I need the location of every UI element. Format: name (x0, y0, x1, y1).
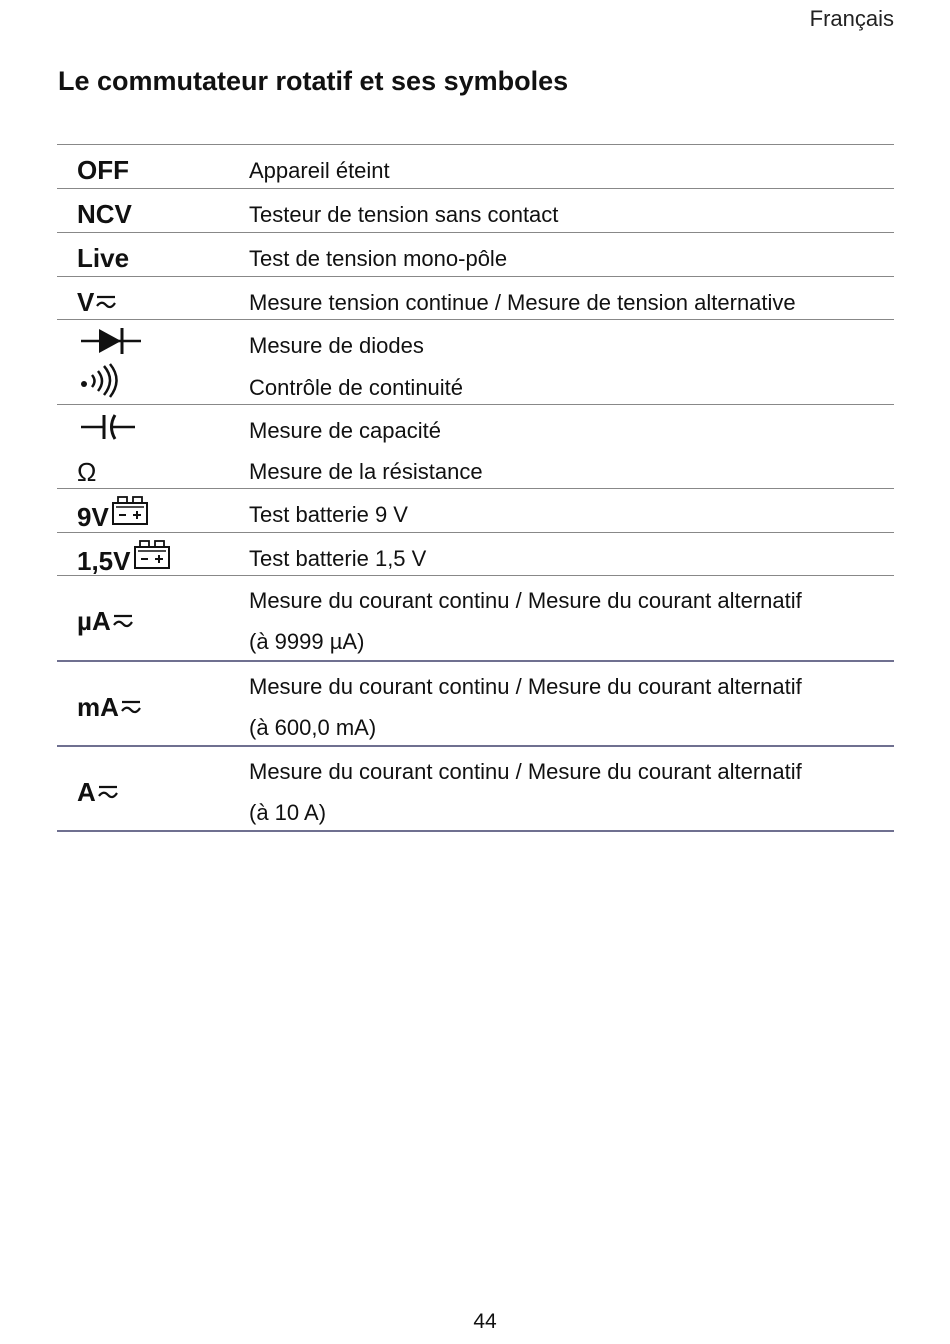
description-diode: Mesure de diodes (249, 333, 424, 358)
symbol-microamp (77, 608, 133, 634)
description-milliamp-line1: Mesure du courant continu / Mesure du courant alternatif (249, 674, 802, 699)
description-volt: Mesure tension continue / Mesure de tension alternative (249, 290, 796, 315)
symbol-microamp-text: µA (77, 606, 111, 636)
table-row (57, 189, 894, 233)
ac-dc-icon (96, 294, 116, 310)
diode-icon (77, 326, 145, 356)
table-row (57, 405, 894, 489)
symbol-capacitor (77, 413, 137, 441)
symbol-live: Live (77, 243, 130, 273)
symbol-amp-text: A (77, 777, 96, 807)
symbol-milliamp-text: mA (77, 692, 119, 722)
symbol-off: OFF (77, 155, 129, 185)
symbol-volt (77, 289, 116, 315)
battery-icon (133, 539, 171, 571)
battery-icon (111, 495, 149, 527)
description-1-5v: Test batterie 1,5 V (249, 546, 427, 571)
description-resistance: Mesure de la résistance (249, 459, 483, 484)
symbol-1-5v (77, 536, 171, 574)
description-microamp-line2: (à 9999 µA) (249, 629, 365, 654)
symbol-table (57, 144, 894, 832)
ac-dc-icon (121, 699, 141, 715)
description-amp-line2: (à 10 A) (249, 800, 327, 825)
description-amp-line1: Mesure du courant continu / Mesure du courant alternatif (249, 759, 802, 784)
table-row (57, 662, 894, 747)
continuity-icon (77, 362, 121, 398)
table-row (57, 145, 894, 189)
symbol-9v-text: 9V (77, 502, 109, 532)
page-number: 44 (473, 1310, 497, 1333)
description-microamp-line1: Mesure du courant continu / Mesure du courant alternatif (249, 588, 802, 613)
description-ncv: Testeur de tension sans contact (249, 202, 559, 227)
symbol-amp (77, 779, 118, 805)
description-live: Test de tension mono-pôle (249, 246, 508, 271)
page-title: Le commutateur rotatif et ses symboles (58, 66, 569, 96)
table-row (57, 576, 894, 662)
language-label: Français (809, 6, 894, 31)
description-9v: Test batterie 9 V (249, 502, 408, 527)
description-off: Appareil éteint (249, 158, 390, 183)
description-capacitance: Mesure de capacité (249, 418, 441, 443)
symbol-9v (77, 492, 149, 530)
symbol-1-5v-text: 1,5V (77, 546, 131, 576)
ac-dc-icon (113, 613, 133, 629)
symbol-ohm: Ω (77, 457, 97, 487)
symbol-continuity (77, 362, 121, 398)
table-row (57, 320, 894, 405)
description-continuity: Contrôle de continuité (249, 375, 464, 400)
capacitor-icon (77, 413, 137, 441)
symbol-volt-text: V (77, 287, 95, 317)
symbol-milliamp (77, 694, 141, 720)
table-row (57, 489, 894, 533)
ac-dc-icon (98, 784, 118, 800)
table-row (57, 233, 894, 277)
table-row (57, 277, 894, 320)
table-row (57, 747, 894, 832)
description-milliamp-line2: (à 600,0 mA) (249, 715, 377, 740)
table-row (57, 533, 894, 576)
symbol-diode (77, 326, 145, 356)
symbol-ncv: NCV (77, 199, 132, 229)
